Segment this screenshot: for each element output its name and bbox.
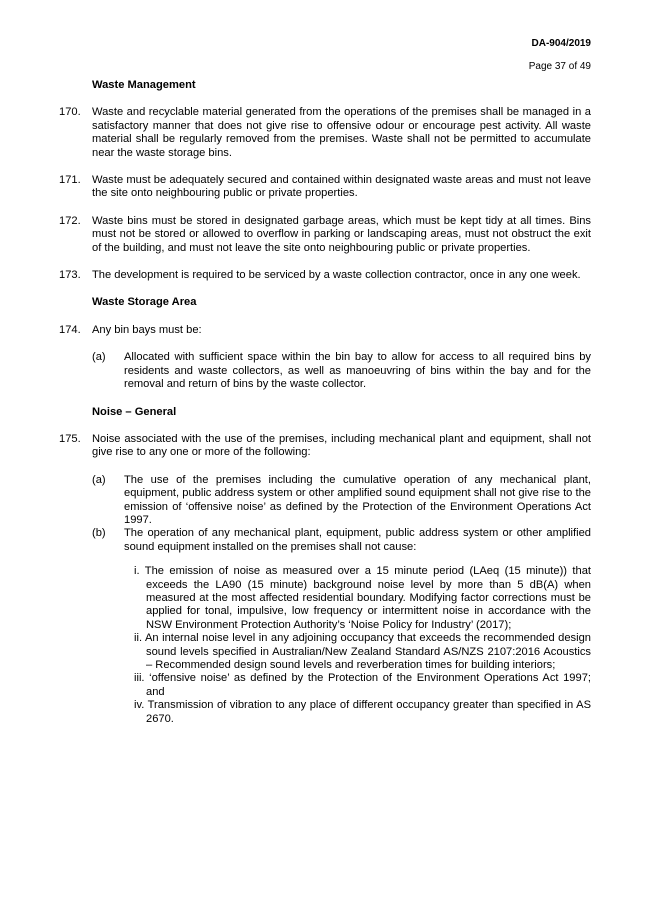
page-number: Page 37 of 49	[528, 61, 591, 72]
sub-clause-text: The operation of any mechanical plant, equipment, public address system or other amplified sound equipment installed on the premises shall not cause:	[124, 527, 591, 553]
section-heading-waste-management: Waste Management	[92, 79, 196, 91]
section-heading-noise: Noise – General	[92, 405, 177, 418]
sub-clause-174-a	[59, 351, 591, 391]
section-heading-waste-storage: Waste Storage Area	[92, 296, 197, 309]
clause-number: 175.	[59, 432, 81, 445]
clause-number: 170.	[59, 106, 81, 119]
clause-175	[59, 433, 591, 460]
sub-clause-text: Allocated with sufficient space within the bin bay to allow for access to all required bins by residents and waste collectors, as well as manoeuvring of bins within the bay and for the removal and return of bins by the waste collector.	[124, 351, 591, 391]
sub-clause-175-b	[59, 527, 591, 554]
clause-text: The development is required to be serviced by a waste collection contractor, once in any one week.	[92, 269, 581, 282]
clause-number: 171.	[59, 174, 81, 187]
clause-174	[59, 324, 591, 337]
clause-number: 173.	[59, 269, 81, 282]
clause-170	[59, 106, 591, 160]
clause-173	[59, 269, 591, 282]
clause-number: 174.	[59, 323, 81, 336]
clause-number: 172.	[59, 214, 81, 227]
document-body	[59, 79, 591, 726]
clause-172	[59, 215, 591, 255]
roman-list	[59, 565, 591, 726]
list-item-iv: iv. Transmission of vibration to any place of different occupancy greater than specified in AS 2670.	[134, 699, 591, 725]
document-id: DA-904/2019	[531, 38, 591, 49]
clause-text: Waste and recyclable material generated from the operations of the premises shall be managed in a satisfactory manner that does not give rise to offensive odour or encourage pest activity. All waste material shall be regularly removed from the premises. Waste shall not be permitted to accumulate near the waste storage bins.	[92, 106, 591, 159]
list-item-i: i. The emission of noise as measured over a 15 minute period (LAeq (15 minute)) that exceeds the LA90 (15 minute) background noise level by more than 5 dB(A) when measured at the most affected residential boundary. Modifying factor corrections must be applied for tonal, impulsive, low frequency or intermittent noise in accordance with the NSW Environment Protection Authority’s ‘Noise Policy for Industry’ (2017);	[134, 565, 591, 631]
sub-clause-label: (a)	[92, 351, 106, 364]
clause-text: Waste must be adequately secured and contained within designated waste areas and must not leave the site onto neighbouring public or private properties.	[92, 174, 591, 200]
clause-text: Waste bins must be stored in designated garbage areas, which must be kept tidy at all times. Bins must not be stored or allowed to overflow in parking or landscaping areas, must not obstruct the exit of the building, and must not leave the site onto neighbouring public or private properties.	[92, 214, 591, 254]
sub-clause-text: The use of the premises including the cumulative operation of any mechanical plant, equipment, public address system or other amplified sound equipment shall not give rise to the emission of ‘offensive noise’ as defined by the Protection of the Environment Operations Act 1997.	[124, 473, 591, 526]
clause-text: Any bin bays must be:	[92, 323, 202, 336]
list-item-iii: iii. ‘offensive noise’ as defined by the Protection of the Environment Operations Act 1997; and	[134, 672, 591, 698]
clause-171	[59, 174, 591, 201]
list-item-ii: ii. An internal noise level in any adjoining occupancy that exceeds the recommended design sound levels specified in Australian/New Zealand Standard AS/NZS 2107:2016 Acoustics – Recommended design sound levels and reverberation times for building interiors;	[134, 632, 591, 671]
clause-text: Noise associated with the use of the premises, including mechanical plant and equipment, shall not give rise to any one or more of the following:	[92, 432, 591, 459]
sub-clause-175-a	[59, 474, 591, 528]
sub-clause-label: (b)	[92, 527, 106, 540]
sub-clause-label: (a)	[92, 473, 106, 486]
